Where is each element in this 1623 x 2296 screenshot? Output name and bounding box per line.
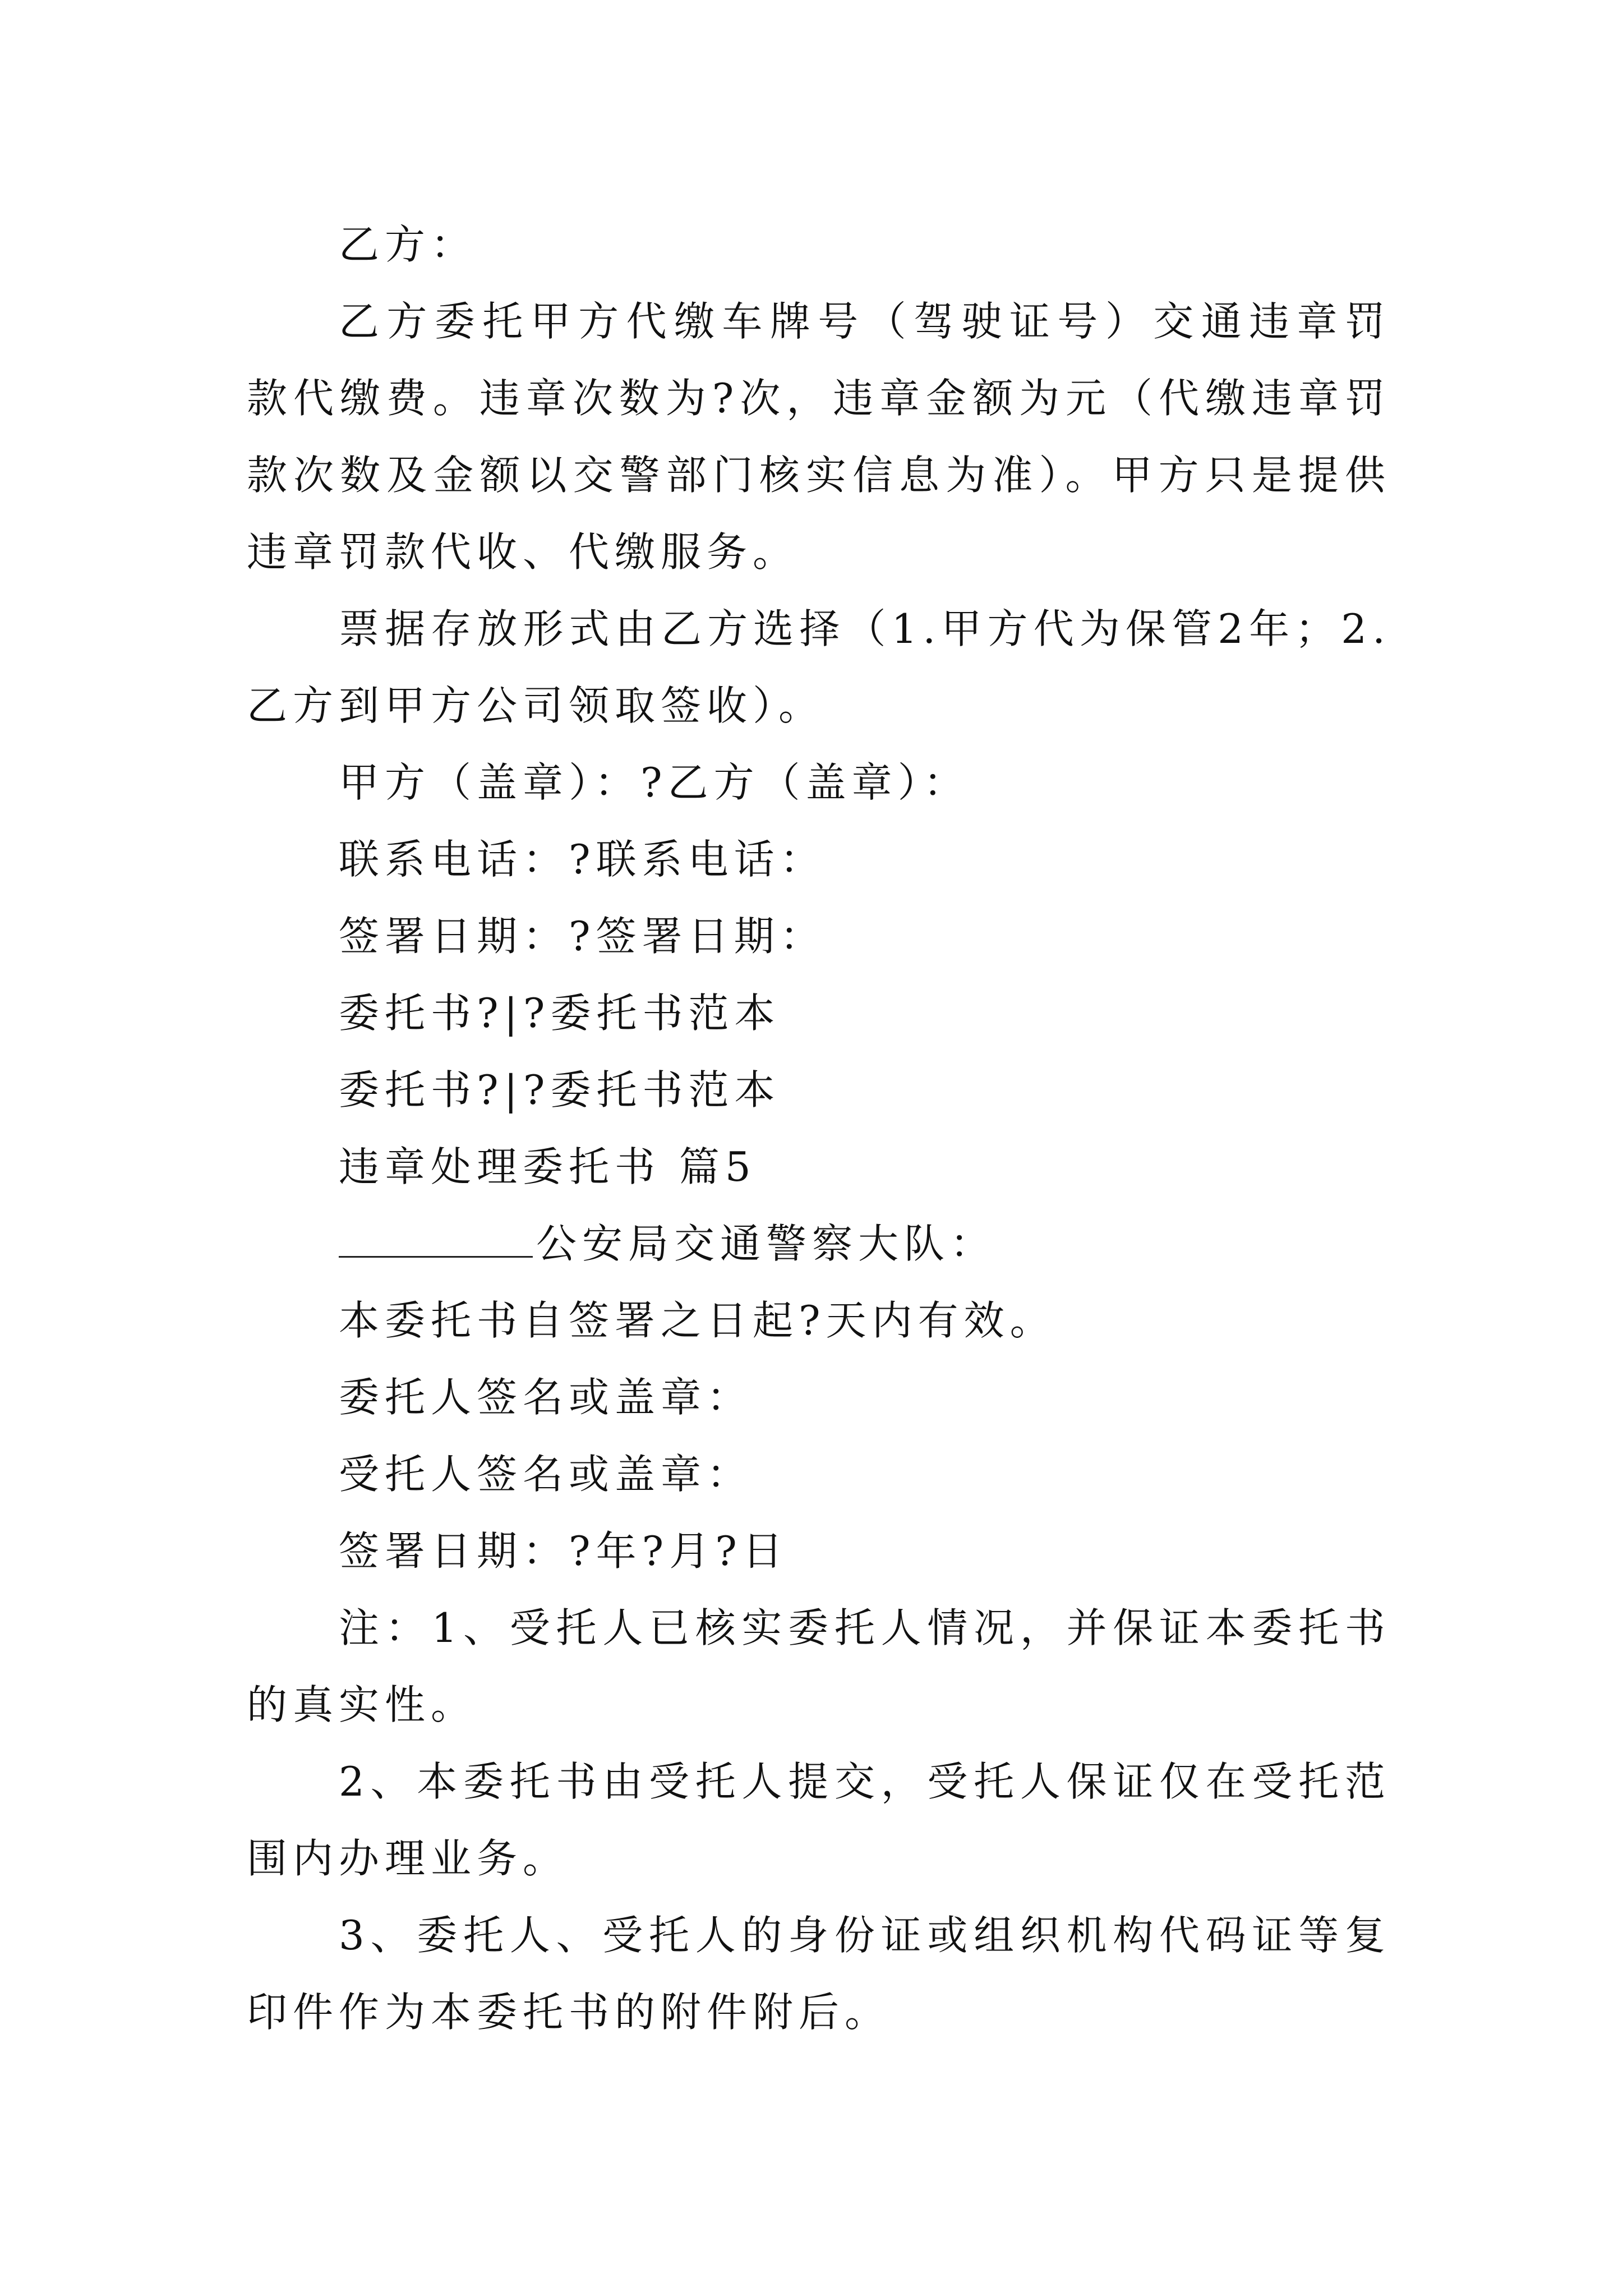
addressee-text: 公安局交通警察大队： — [536, 1220, 997, 1267]
sign-date-line: 签署日期：?签署日期： — [339, 913, 826, 960]
seal-line: 甲方（盖章）：?乙方（盖章）： — [339, 759, 970, 806]
entrustment-paragraph: 乙方委托甲方代缴车牌号（驾驶证号）交通违章罚款代缴费。违章次数为?次，违章金额为元（代缴违章罚款次数及金额以交警部门核实信息为准）。甲方只是提供违章罚款代收、代缴服务。 — [247, 298, 1391, 576]
note-2: 2、本委托书由受托人提交，受托人保证仅在受托范围内办理业务。 — [247, 1758, 1391, 1882]
blank-underline — [339, 1222, 533, 1258]
document-body — [247, 206, 1391, 2051]
template-link-line: 委托书?|?委托书范本 — [339, 1066, 781, 1114]
party-b-label: 乙方： — [339, 221, 477, 268]
template-link-line: 委托书?|?委托书范本 — [339, 990, 781, 1037]
signing-date-line: 签署日期：?年?月?日 — [339, 1527, 789, 1575]
validity-line: 本委托书自签署之日起?天内有效。 — [339, 1297, 1056, 1344]
agent-signature-line: 受托人签名或盖章： — [339, 1451, 753, 1498]
addressee-line — [247, 1205, 1391, 1282]
receipt-storage-paragraph: 票据存放形式由乙方选择（1.甲方代为保管2年；2.乙方到甲方公司领取签收）。 — [247, 605, 1391, 729]
phone-line: 联系电话：?联系电话： — [339, 836, 826, 883]
note-3: 3、委托人、受托人的身份证或组织机构代码证等复印件作为本委托书的附件附后。 — [247, 1912, 1391, 2036]
note-1: 注：1、受托人已核实委托人情况，并保证本委托书的真实性。 — [247, 1604, 1391, 1728]
principal-signature-line: 委托人签名或盖章： — [339, 1374, 753, 1421]
section-heading: 违章处理委托书 篇5 — [339, 1143, 757, 1190]
